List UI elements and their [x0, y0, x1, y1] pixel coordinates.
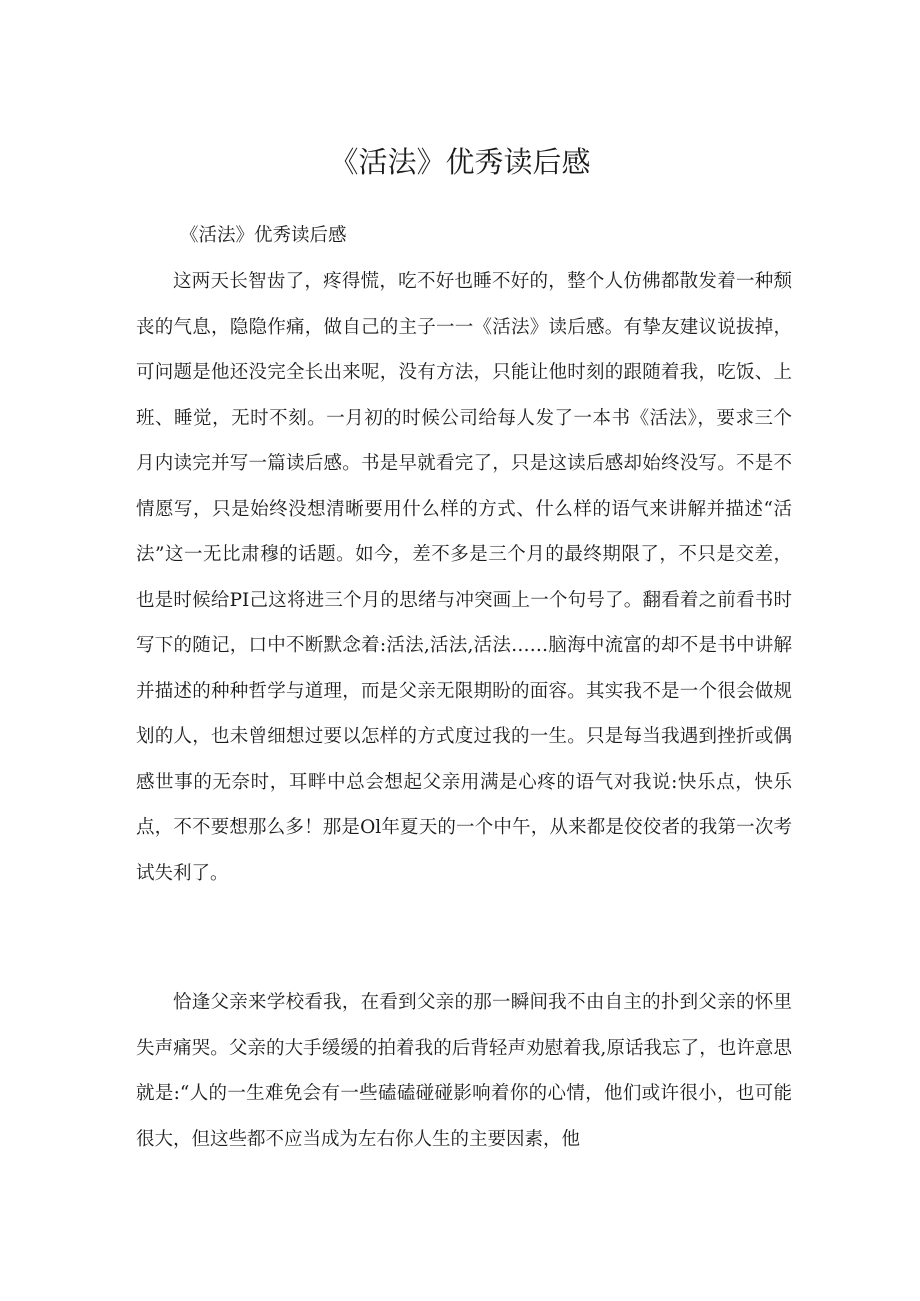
document-title: 《活法》优秀读后感 [329, 145, 591, 179]
document-subtitle: 《活法》优秀读后感 [180, 225, 347, 246]
body-paragraph-2: 恰逢父亲来学校看我，在看到父亲的那一瞬间我不由自主的扑到父亲的怀里失声痛哭。父亲的大手缓缓的拍着我的后背轻声劝慰着我,原话我忘了，也许意思就是:“人的一生难免会有一些磕磕碰碰影响着你的心情，他们或许很小，也可能很大，但这些都不应当成为左右你人生的主要因素，他 [136, 992, 792, 1150]
body-paragraph-1: 这两天长智齿了，疼得慌，吃不好也睡不好的，整个人仿佛都散发着一种颓丧的气息，隐隐作痛，做自己的主子一一《活法》读后感。有挚友建议说拔掉，可问题是他还没完全长出来呢，没有方法，只能让他时刻的跟随着我，吃饭、上班、睡觉，无时不刻。一月初的时候公司给每人发了一本书《活法》，要求三个月内读完并写一篇读后感。书是早就看完了，只是这读后感却始终没写。不是不情愿写，只是始终没想清晰要用什么样的方式、什么样的语气来讲解并描述“活法”这一无比肃穆的话题。如今，差不多是三个月的最终期限了，不只是交差，也是时候给PI己这将进三个月的思绪与冲突画上一个句号了。翻看着之前看书时写下的随记，口中不断默念着:活法,活法,活法……脑海中流富的却不是书中讲解并描述的种种哲学与道理，而是父亲无限期盼的面容。其实我不是一个很会做规划的人，也未曾细想过要以怎样的方式度过我的一生。只是每当我遇到挫折或偶感世事的无奈时，耳畔中总会想起父亲用满是心疼的语气对我说:快乐点，快乐点，不不要想那么多！那是Ol年夏天的一个中午，从来都是佼佼者的我第一次考试失利了。 [136, 271, 792, 884]
